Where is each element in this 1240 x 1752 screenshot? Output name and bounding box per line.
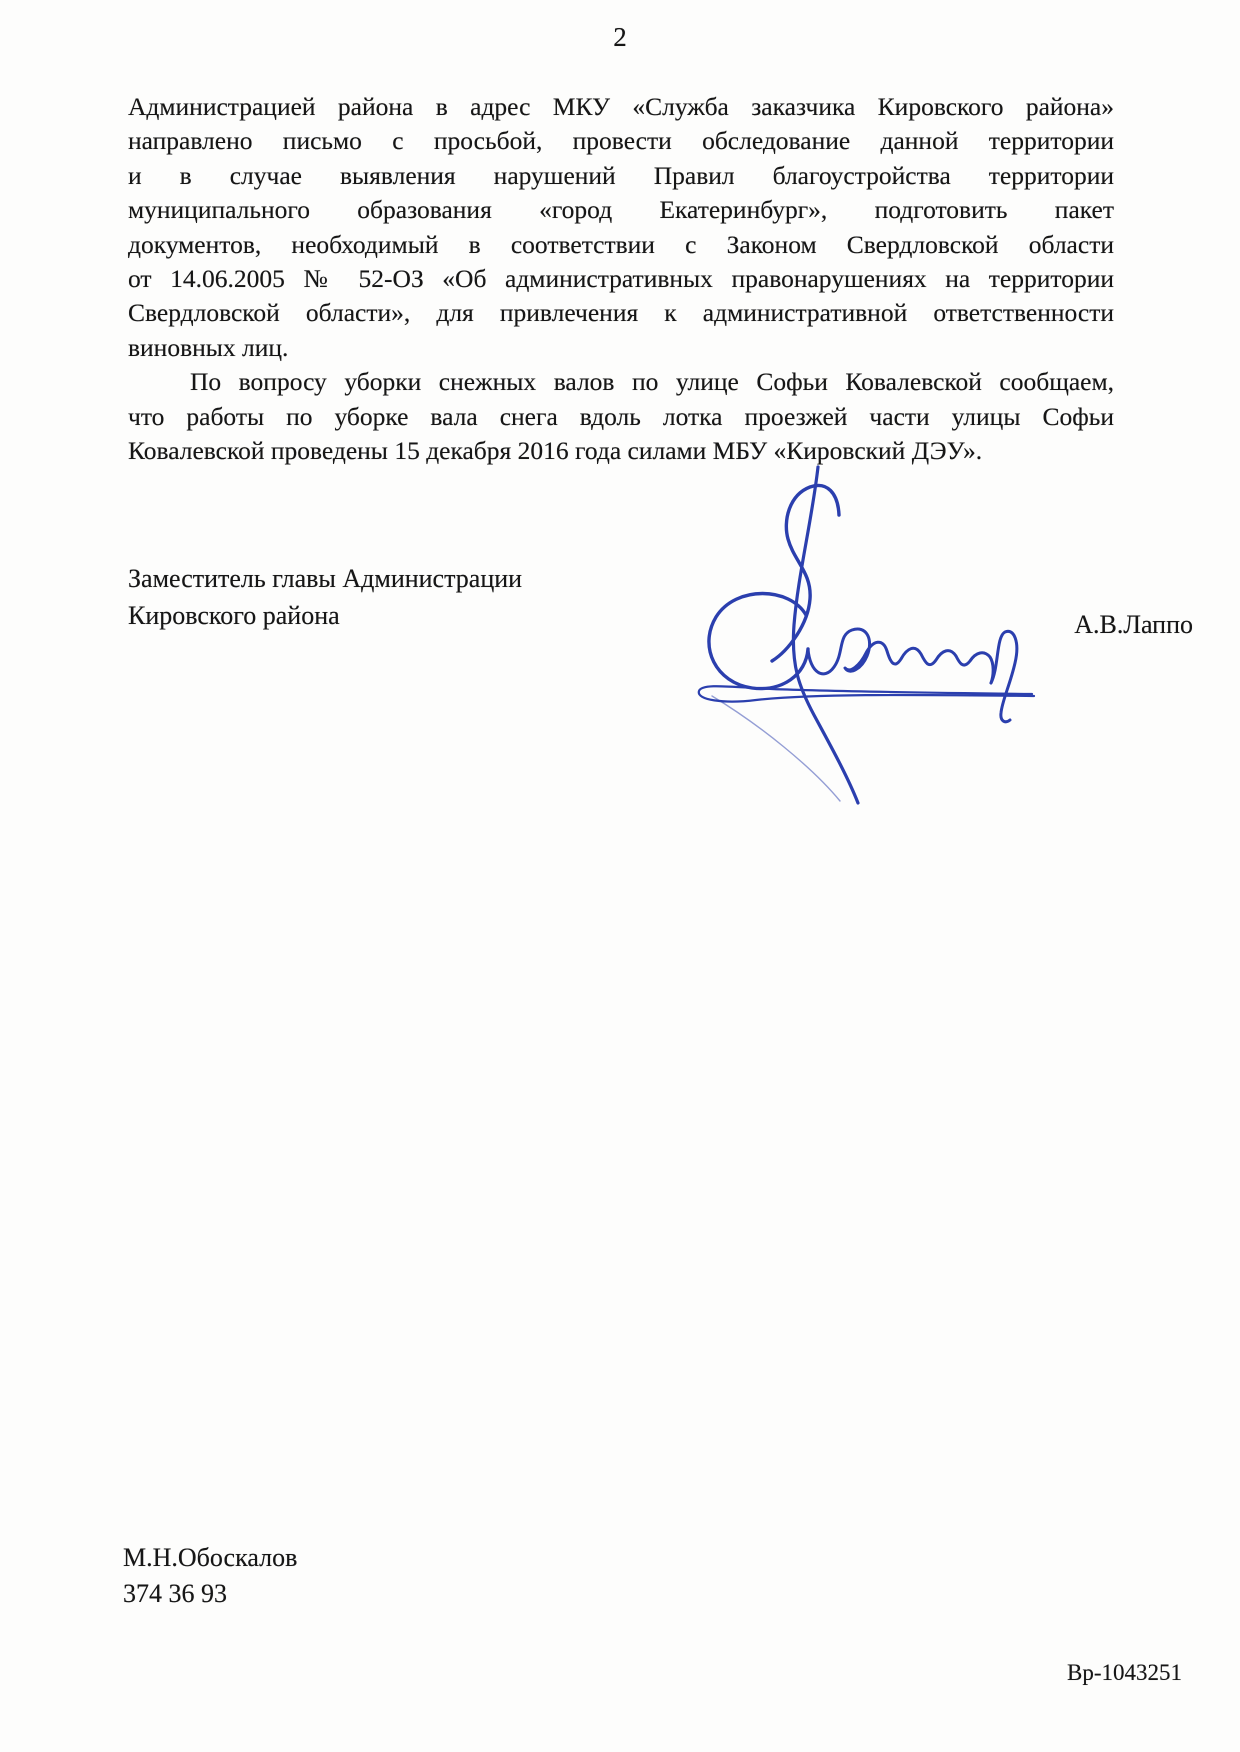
paragraph-line: Свердловской области», для привлечения к административной ответственности xyxy=(128,298,1114,328)
signature-strokes xyxy=(699,467,1034,803)
page-number: 2 xyxy=(613,22,627,52)
body-text xyxy=(128,90,1114,468)
paragraph-line: По вопросу уборки снежных валов по улице Софьи Ковалевской сообщаем, xyxy=(190,367,1114,397)
signature-ink-svg xyxy=(600,425,1040,815)
signoff-title-line2: Кировского района xyxy=(128,601,340,630)
paragraph-line: муниципального образования «город Екатеринбург», подготовить пакет xyxy=(128,195,1114,225)
signer-name: А.В.Лаппо xyxy=(1074,610,1193,639)
handwritten-signature xyxy=(600,425,1040,815)
executor-name: М.Н.Обоскалов xyxy=(123,1543,298,1572)
paragraph-line: что работы по уборке вала снега вдоль лотка проезжей части улицы Софьи xyxy=(128,401,1114,431)
signoff-title xyxy=(128,560,522,634)
paragraph-line: Ковалевской проведены 15 декабря 2016 года силами МБУ «Кировский ДЭУ». xyxy=(128,436,983,466)
paragraph-line: виновных лиц. xyxy=(128,332,289,362)
paragraph-line: от 14.06.2005 № 52-ОЗ «Об административных правонарушениях на территории xyxy=(128,264,1114,294)
paragraph-line: направлено письмо с просьбой, провести обследование данной территории xyxy=(128,126,1114,156)
signoff-title-line1: Заместитель главы Администрации xyxy=(128,564,523,593)
paragraph-line: документов, необходимый в соответствии с Законом Свердловской области xyxy=(128,229,1114,259)
executor-block xyxy=(123,1540,297,1612)
paragraph-line: и в случае выявления нарушений Правил благоустройства территории xyxy=(128,160,1114,190)
executor-phone: 374 36 93 xyxy=(123,1579,227,1608)
paragraph-line: Администрацией района в адрес МКУ «Служба заказчика Кировского района» xyxy=(128,92,1114,121)
document-code: Вр-1043251 xyxy=(1067,1660,1182,1685)
